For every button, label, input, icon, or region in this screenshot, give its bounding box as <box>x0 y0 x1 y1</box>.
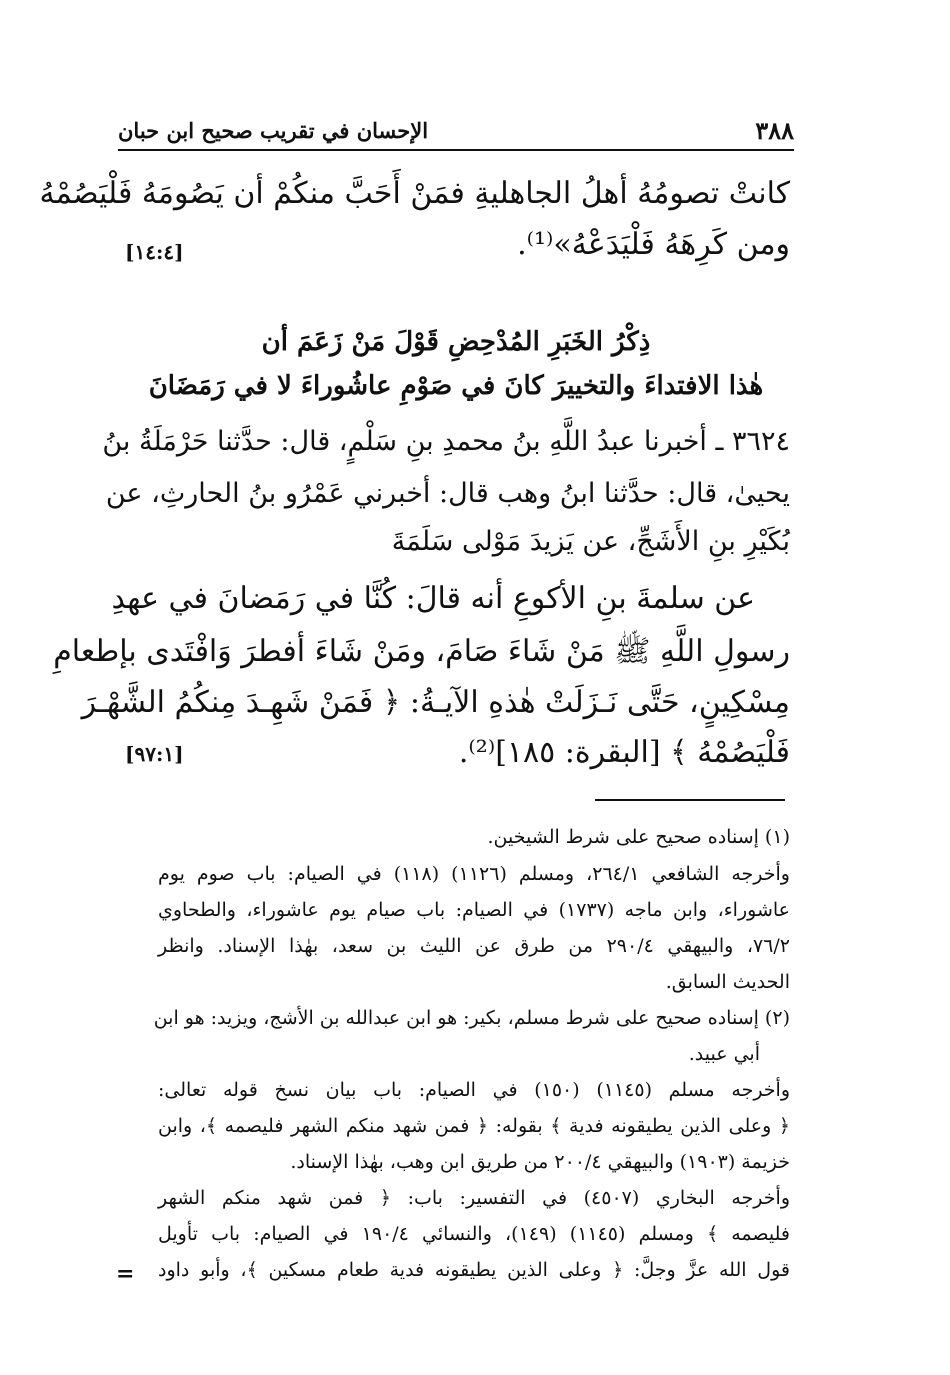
body-line: كانتْ تصومُهُ أهلُ الجاهليةِ فمَنْ أَحَبَّ منكُمْ أن يَصُومَهُ فَلْيَصُمْهُ <box>39 176 790 211</box>
footnote-rule <box>595 799 785 801</box>
footnote-line: عاشوراء، وابن ماجه (١٧٣٧) في الصيام: باب صيام يوم عاشوراء، والطحاوي <box>158 899 790 921</box>
reference-marker: [١٤:٤] <box>125 240 184 264</box>
footnote-line: قول الله عزَّ وجلَّ: ﴿ وعلى الذين يطيقونه فدية طعام مسكين ﴾، وأبو داود <box>158 1259 790 1281</box>
isnad-line: يحيىٰ، قال: حدَّثنا ابنُ وهب قال: أخبرني عَمْرُو بنُ الحارثِ، عن <box>105 478 790 509</box>
footnote-line: أبي عبيد. <box>688 1043 760 1065</box>
chapter-heading-line: ذِكْرُ الخَبَرِ المُدْحِضِ قَوْلَ مَنْ زَعَمَ أن <box>261 327 651 357</box>
footnote-line: وأخرجه البخاري (٤٥٠٧) في التفسير: باب: ﴿ فمن شهد منكم الشهر <box>158 1187 790 1209</box>
running-header <box>118 114 794 148</box>
footnote-line: خزيمة (١٩٠٣) والبيهقي ٢٠٠/٤ من طريق ابن وهب، بهٰذا الإسناد. <box>290 1151 790 1173</box>
matn-line: فَلْيَصُمْهُ ﴾ [البقرة: ١٨٥]⁽²⁾. <box>458 735 790 770</box>
footnote-line: فليصمه ﴾ ومسلم (١١٤٥) (١٤٩)، والنسائي ١٩٠/٤ في الصيام: باب تأويل <box>158 1223 791 1245</box>
footnote-line: (١) إسناده صحيح على شرط الشيخين. <box>487 826 790 848</box>
header-rule <box>118 149 794 151</box>
reference-marker: [٩٧:١] <box>125 742 184 766</box>
footnote-line: ٧٦/٢، والبيهقي ٢٩٠/٤ من طرق عن الليث بن سعد، بهٰذا الإسناد. وانظر <box>158 935 790 957</box>
body-line: ومن كَرِهَهُ فَلْيَدَعْهُ»⁽¹⁾. <box>517 227 790 262</box>
matn-line: رسولِ اللَّهِ ﷺ مَنْ شَاءَ صَامَ، ومَنْ شَاءَ أفطرَ وَافْتَدى بإطعامِ <box>53 634 790 669</box>
page-number: ٣٨٨ <box>755 116 794 145</box>
isnad-line: بُكَيْرِ بنِ الأَشَجِّ، عن يَزيدَ مَوْلى سَلَمَةَ <box>391 526 790 557</box>
footnote-line: (٢) إسناده صحيح على شرط مسلم، بكير: هو ابن عبدالله بن الأشج، ويزيد: هو ابن <box>153 1007 790 1029</box>
matn-line: عن سلمةَ بنِ الأكوعِ أنه قالَ: كُنَّا في رَمَضانَ في عهدِ <box>111 581 755 616</box>
footnote-line: الحديث السابق. <box>665 971 790 993</box>
book-title: الإحسان في تقريب صحيح ابن حبان <box>118 118 429 143</box>
chapter-heading-line: هٰذا الافتداءَ والتخييرَ كانَ في صَوْمِ عاشُوراءَ لا في رَمَضَانَ <box>148 371 764 401</box>
isnad-line: ٣٦٢٤ ـ أخبرنا عبدُ اللَّهِ بنُ محمدِ بنِ سَلْمٍ، قال: حدَّثنا حَرْمَلَةُ بنُ <box>102 426 790 457</box>
footnote-line: وأخرجه مسلم (١١٤٥) (١٥٠) في الصيام: باب بيان نسخ قوله تعالى: <box>158 1079 791 1101</box>
footnote-line: وأخرجه الشافعي ٢٦٤/١، ومسلم (١١٢٦) (١١٨) في الصيام: باب صوم يوم <box>158 863 790 885</box>
footnote-line: ﴿ وعلى الذين يطيقونه فدية ﴾ بقوله: ﴿ فمن شهد منكم الشهر فليصمه ﴾، وابن <box>158 1115 790 1137</box>
continuation-mark: = <box>116 1261 135 1287</box>
matn-line: مِسْكِينٍ، حَتَّى نَـزَلَتْ هٰذهِ الآيـةُ: ﴿ فَمَنْ شَهِـدَ مِنكُمُ الشَّهْـرَ <box>81 685 790 720</box>
